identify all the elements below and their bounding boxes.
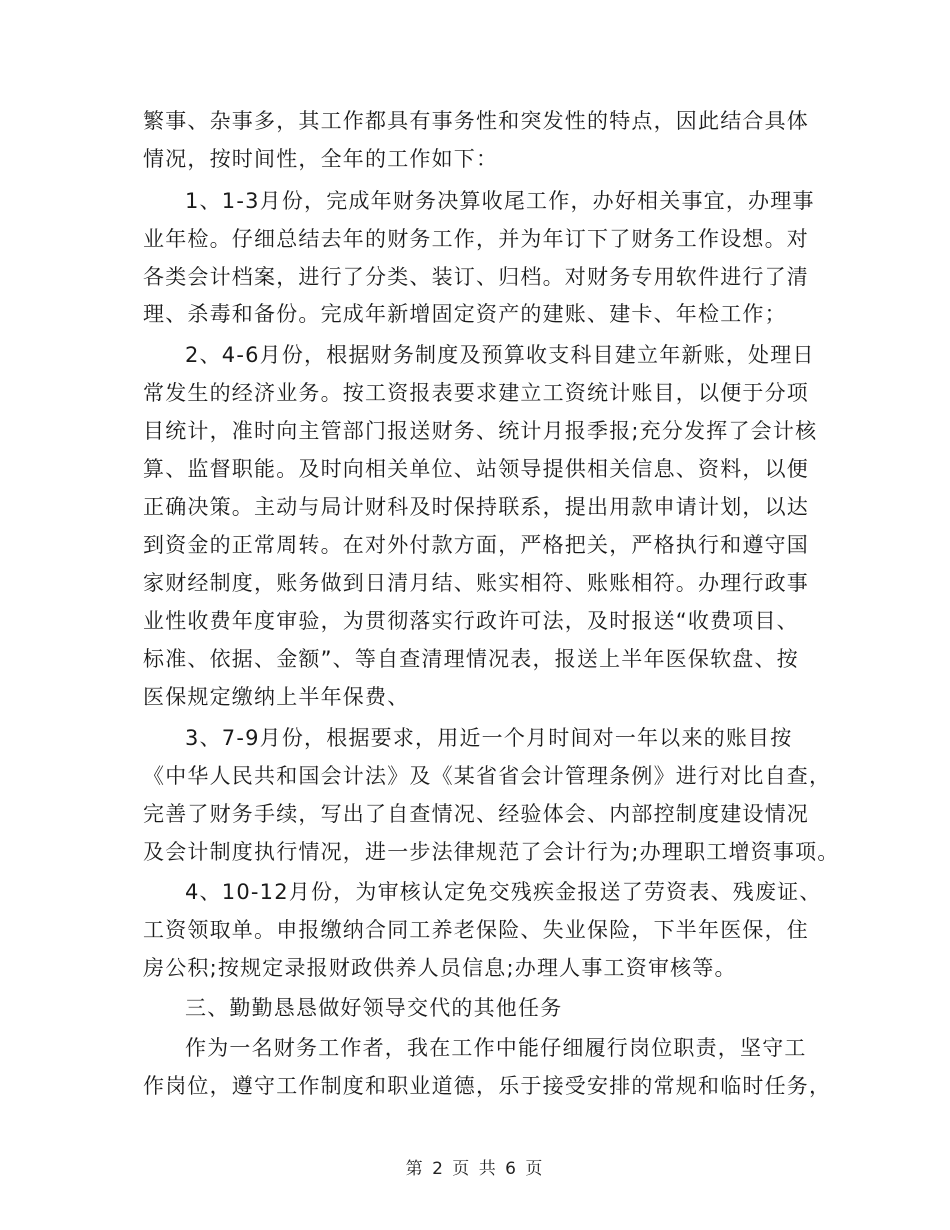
- paragraph-first-line: 3、7-9月份，根据要求，用近一个月时间对一年以来的账目按: [185, 726, 793, 750]
- body-line: 业年检。仔细总结去年的财务工作，并为年订下了财务工作设想。对: [143, 227, 809, 251]
- body-line: 标准、依据、金额”、等自查清理情况表，报送上半年医保软盘、按: [143, 647, 799, 671]
- body-line: 繁事、杂事多，其工作都具有事务性和突发性的特点，因此结合具体: [143, 109, 809, 133]
- body-line: 各类会计档案，进行了分类、装订、归档。对财务专用软件进行了清: [143, 265, 809, 289]
- body-line: 《中华人民共和国会计法》及《某省省会计管理条例》进行对比自查，: [143, 764, 832, 788]
- body-line: 房公积;按规定录报财政供养人员信息;办理人事工资审核等。: [143, 956, 737, 980]
- paragraph-first-line: 4、10-12月份，为审核认定免交残疾金报送了劳资表、残废证、: [185, 880, 822, 904]
- body-line: 情况，按时间性，全年的工作如下：: [143, 147, 499, 171]
- page-number: 第 2 页 共 6 页: [405, 1159, 545, 1179]
- body-line: 正确决策。主动与局计财科及时保持联系，提出用款申请计划，以达: [143, 495, 809, 519]
- body-line: 到资金的正常周转。在对外付款方面，严格把关，严格执行和遵守国: [143, 533, 809, 557]
- section-heading: 三、勤勤恳恳做好领导交代的其他任务: [185, 996, 563, 1020]
- body-line: 工资领取单。申报缴纳合同工养老保险、失业保险，下半年医保，住: [143, 918, 809, 942]
- body-line: 及会计制度执行情况，进一步法律规范了会计行为;办理职工增资事项。: [143, 840, 840, 864]
- body-line: 家财经制度，账务做到日清月结、账实相符、账账相符。办理行政事: [143, 571, 809, 595]
- body-line: 目统计，准时向主管部门报送财务、统计月报季报;充分发挥了会计核: [143, 419, 818, 443]
- body-line: 算、监督职能。及时向相关单位、站领导提供相关信息、资料，以便: [143, 457, 809, 481]
- body-line: 完善了财务手续，写出了自查情况、经验体会、内部控制度建设情况: [143, 802, 809, 826]
- body-line: 理、杀毒和备份。完成年新增固定资产的建账、建卡、年检工作；: [143, 302, 787, 326]
- body-line: 医保规定缴纳上半年保费、: [143, 685, 410, 709]
- body-line: 业性收费年度审验，为贯彻落实行政许可法，及时报送“收费项目、: [143, 609, 799, 633]
- paragraph-first-line: 作为一名财务工作者，我在工作中能仔细履行岗位职责，坚守工: [185, 1036, 807, 1060]
- paragraph-first-line: 1、1-3月份，完成年财务决算收尾工作，办好相关事宜，办理事: [185, 189, 815, 213]
- body-line: 常发生的经济业务。按工资报表要求建立工资统计账目，以便于分项: [143, 381, 809, 405]
- paragraph-first-line: 2、4-6月份，根据财务制度及预算收支科目建立年新账，处理日: [185, 343, 815, 367]
- body-line: 作岗位，遵守工作制度和职业道德，乐于接受安排的常规和临时任务，: [143, 1074, 832, 1098]
